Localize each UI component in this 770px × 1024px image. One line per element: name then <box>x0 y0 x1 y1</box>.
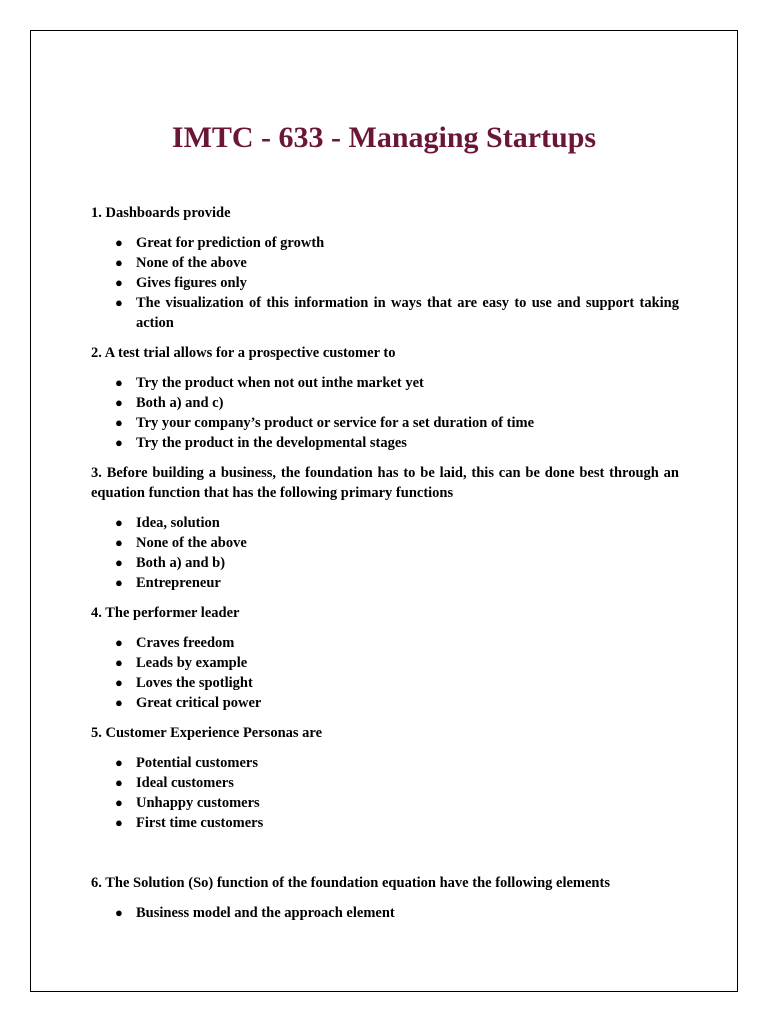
question-text: 1. Dashboards provide <box>91 205 231 221</box>
bullet-icon: ● <box>115 655 123 670</box>
bullet-icon: ● <box>115 795 123 810</box>
option-text: Business model and the approach element <box>136 905 395 921</box>
bullet-icon: ● <box>115 815 123 830</box>
bullet-icon: ● <box>115 435 123 450</box>
bullet-icon: ● <box>115 235 123 250</box>
bullet-icon: ● <box>115 755 123 770</box>
option-text: None of the above <box>136 255 247 271</box>
option-item <box>91 273 679 293</box>
question-3 <box>91 463 679 593</box>
question-text: 4. The performer leader <box>91 605 240 621</box>
option-item <box>91 633 679 653</box>
bullet-icon: ● <box>115 775 123 790</box>
question-text: 2. A test trial allows for a prospective customer to <box>91 345 396 361</box>
option-item <box>91 253 679 273</box>
option-item <box>91 813 679 833</box>
option-list <box>91 513 679 593</box>
option-item <box>91 413 679 433</box>
bullet-icon: ● <box>115 395 123 410</box>
option-text: Great critical power <box>136 695 262 711</box>
option-list <box>91 633 679 713</box>
bullet-icon: ● <box>115 535 123 550</box>
option-item <box>91 653 679 673</box>
option-item <box>91 903 679 923</box>
option-text: Gives figures only <box>136 275 247 291</box>
option-item <box>91 533 679 553</box>
option-item <box>91 373 679 393</box>
question-6 <box>91 873 679 923</box>
bullet-icon: ● <box>115 275 123 290</box>
option-text: Great for prediction of growth <box>136 235 325 251</box>
option-text: Try the product when not out inthe market yet <box>136 375 424 391</box>
option-item <box>91 513 679 533</box>
option-list <box>91 903 679 923</box>
question-2 <box>91 343 679 453</box>
bullet-icon: ● <box>115 375 123 390</box>
option-text: Potential customers <box>136 755 259 771</box>
spacer <box>91 843 679 873</box>
question-4 <box>91 603 679 713</box>
bullet-icon: ● <box>115 905 123 920</box>
bullet-icon: ● <box>115 635 123 650</box>
question-5 <box>91 723 679 833</box>
option-text: Craves freedom <box>136 635 235 651</box>
bullet-icon: ● <box>115 555 123 570</box>
option-text: Unhappy customers <box>136 795 260 811</box>
option-text: Loves the spotlight <box>136 675 253 691</box>
option-text: None of the above <box>136 535 247 551</box>
option-item <box>91 393 679 413</box>
question-1 <box>91 203 679 333</box>
option-item <box>91 233 679 253</box>
option-item <box>91 793 679 813</box>
bullet-icon: ● <box>115 415 123 430</box>
option-text: Try the product in the developmental stages <box>136 435 407 451</box>
bullet-icon: ● <box>115 675 123 690</box>
option-text: Entrepreneur <box>136 575 221 591</box>
bullet-icon: ● <box>115 695 123 710</box>
option-item <box>91 433 679 453</box>
page-title: IMTC - 633 - Managing Startups <box>171 121 597 154</box>
option-text: Ideal customers <box>136 775 234 791</box>
option-item <box>91 673 679 693</box>
option-item <box>91 693 679 713</box>
option-list <box>91 753 679 833</box>
option-item <box>91 573 679 593</box>
option-item <box>91 753 679 773</box>
option-text: Both a) and b) <box>136 555 226 571</box>
option-text: Both a) and c) <box>136 395 224 411</box>
bullet-icon: ● <box>115 515 123 530</box>
option-text: First time customers <box>136 815 264 831</box>
option-text: The visualization of this information in ways that are easy to use and support taking action <box>136 295 679 331</box>
question-text: 3. Before building a business, the foundation has to be laid, this can be done best through an equation function that has the following primary functions <box>91 465 679 501</box>
option-text: Leads by example <box>136 655 248 671</box>
question-text: 5. Customer Experience Personas are <box>91 725 323 741</box>
bullet-icon: ● <box>115 575 123 590</box>
option-text: Try your company’s product or service for a set duration of time <box>136 415 535 431</box>
question-list <box>91 203 679 933</box>
option-item <box>91 773 679 793</box>
option-item <box>91 293 679 333</box>
document-page <box>30 30 738 992</box>
bullet-icon: ● <box>115 295 123 310</box>
option-item <box>91 553 679 573</box>
question-text: 6. The Solution (So) function of the foundation equation have the following elements <box>91 875 610 891</box>
option-text: Idea, solution <box>136 515 220 531</box>
option-list <box>91 373 679 453</box>
option-list <box>91 233 679 333</box>
bullet-icon: ● <box>115 255 123 270</box>
